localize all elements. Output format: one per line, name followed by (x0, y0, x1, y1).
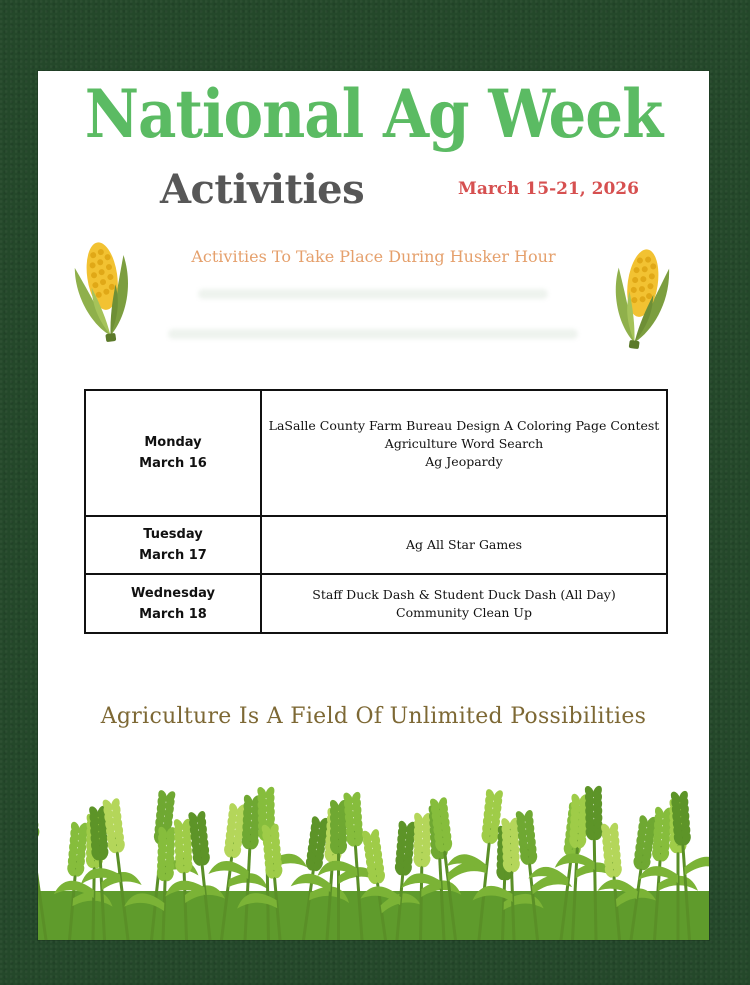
event-dates: March 15-21, 2026 (458, 179, 639, 199)
day-date: March 18 (139, 606, 207, 622)
activities-cell (261, 574, 667, 633)
day-name: Tuesday (143, 527, 203, 542)
day-cell (85, 516, 261, 574)
motto-text: Agriculture Is A Field Of Unlimited Possibilities (100, 704, 647, 729)
day-date: March 16 (139, 456, 207, 471)
poster-title: National Ag Week (84, 75, 663, 153)
activity-item: Ag All Star Games (405, 537, 523, 552)
day-name: Monday (144, 435, 202, 450)
flyer-sheet (38, 71, 709, 940)
activity-item: Staff Duck Dash & Student Duck Dash (All Day) (312, 586, 616, 602)
activities-cell (261, 390, 667, 516)
day-date: March 17 (139, 548, 207, 563)
wheat-field-illustration (38, 781, 709, 940)
corn-icon (598, 237, 685, 356)
table-row (85, 574, 667, 633)
activity-schedule-table (84, 389, 668, 634)
day-cell (85, 574, 261, 633)
table-row (85, 390, 667, 516)
activity-item: Ag Jeopardy (425, 454, 503, 469)
faded-text-line (198, 289, 548, 299)
day-cell (85, 390, 261, 516)
table-row (85, 516, 667, 574)
corn-icon (61, 230, 148, 349)
activity-item: Agriculture Word Search (384, 436, 544, 451)
activities-cell (261, 516, 667, 574)
tagline: Activities To Take Place During Husker Hour (191, 247, 556, 266)
faded-text-line (168, 329, 578, 339)
day-name: Wednesday (131, 585, 215, 601)
activity-item: Community Clean Up (396, 604, 532, 620)
activity-item: LaSalle County Farm Bureau Design A Coloring Page Contest (268, 418, 660, 433)
poster-subtitle: Activities (160, 166, 365, 213)
